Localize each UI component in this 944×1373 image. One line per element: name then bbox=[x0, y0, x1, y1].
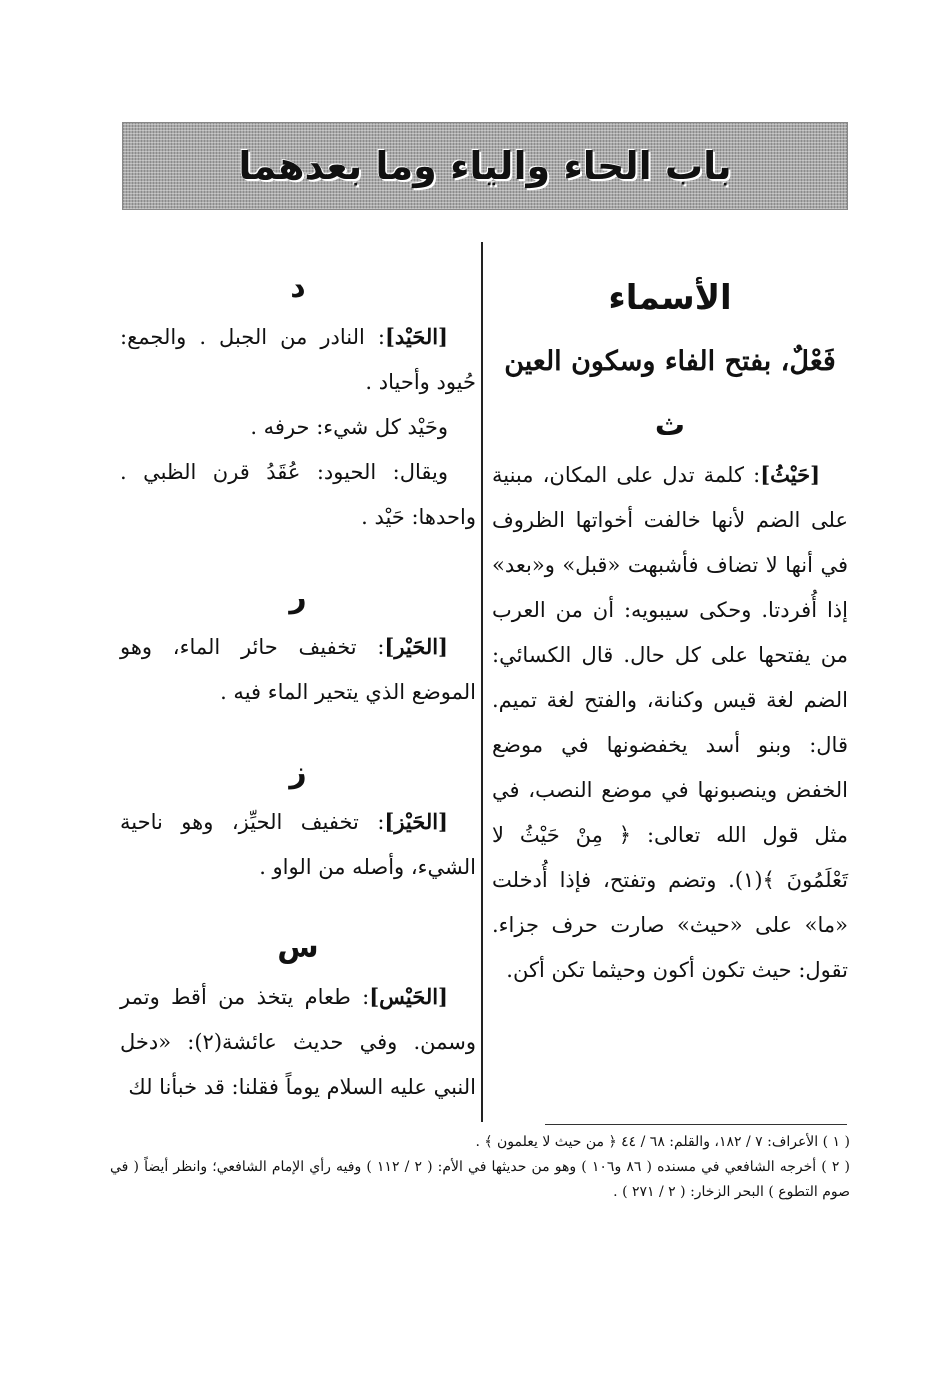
letter-heading: د bbox=[290, 270, 306, 305]
chapter-title: باب الحاء والياء وما بعدهما bbox=[238, 144, 732, 188]
entry-group bbox=[120, 747, 476, 890]
entry-paragraph bbox=[120, 450, 476, 540]
footnote: ( ٢ ) أخرجه الشافعي في مسنده ( ٨٦ و١٠٦ ) وهو من حديثها في الأم: ( ٢ / ١١٢ ) وفيه رأي الإمام الشافعي؛ وانظر أيضاً ( في صوم التطوع ) البحر الزخار: ( ٢ / ٢٧١ ) . bbox=[110, 1159, 850, 1200]
letter-heading: ث bbox=[654, 408, 686, 443]
pattern-title: فَعْلٌ، بفتح الفاء وسكون العين bbox=[504, 346, 836, 377]
entry-group bbox=[120, 922, 476, 1110]
entry-paragraph bbox=[120, 314, 476, 405]
footnote: ( ١ ) الأعراف: ٧ / ١٨٢، والقلم: ٦٨ / ٤٤ ﴿ من حيث لا يعلمون ﴾ . bbox=[475, 1134, 850, 1150]
entry-headword: [الحَيْس] bbox=[369, 984, 448, 1009]
entry-group bbox=[120, 262, 476, 540]
left-column bbox=[120, 262, 476, 1110]
entry-headword: [الحَيْز] bbox=[384, 809, 448, 834]
letter-heading: ز bbox=[289, 755, 307, 790]
entry-text: ويقال: الحيود: عُقَدُ قرن الظبي . واحدها: حَيْد . bbox=[120, 460, 476, 529]
entry-text: : النادر من الجبل . والجمع: حُيود وأحياد . bbox=[120, 325, 476, 394]
entry-text: : تخفيف الحيِّز، وهو ناحية الشيء، وأصله من الواو . bbox=[120, 810, 476, 879]
entry-text: : كلمة تدل على المكان، مبنية على الضم لأنها خالفت أخواتها الظروف في أنها لا تضاف فأشبهت «قبل» و«بعد» إذا أُفردتا. وحكى سيبويه: أن من العرب من يفتحها على كل حال. قال الكسائي: الضم لغة قيس وكنانة، والفتح لغة تميم. قال: وبنو أسد يخفضونها في موضع الخفض وينصبونها في موضع النصب، في مثل قول الله تعالى: ﴿ مِنْ حَيْثُ لا تَعْلَمُونَ ﴾(١). وتضم وتفتح، فإذا أُدخلت «ما» على «حيث» صارت حرف جزاء. تقول: حيث تكون أكون وحيثما تكن أكن. bbox=[492, 463, 849, 982]
entry-text: : طعام يتخذ من أقط وتمر وسمن. وفي حديث عائشة(٢): «دخل النبي عليه السلام يوماً فقلنا: قد خبأنا لك bbox=[120, 985, 476, 1099]
entry-text: : تخفيف حائر الماء، وهو الموضع الذي يتحير الماء فيه . bbox=[120, 635, 476, 704]
entry-paragraph bbox=[120, 799, 476, 890]
entry-group bbox=[120, 572, 476, 715]
letter-heading: س bbox=[277, 930, 319, 965]
column-divider bbox=[481, 242, 483, 1122]
entry-paragraph bbox=[120, 974, 476, 1110]
entry-headword: [الحَيْد] bbox=[384, 324, 448, 349]
footnotes bbox=[110, 1130, 850, 1205]
entry-paragraph bbox=[120, 624, 476, 715]
letter-heading: ر bbox=[289, 580, 307, 615]
entry-headword: [الحَيْر] bbox=[384, 634, 448, 659]
entry-paragraph bbox=[492, 452, 848, 993]
section-title: الأسماء bbox=[608, 278, 732, 318]
right-column bbox=[492, 268, 848, 993]
entry-text: وحَيْد كل شيء: حرفه . bbox=[250, 415, 448, 439]
entry-headword: [حَيْثُ] bbox=[760, 462, 820, 487]
footnote-rule bbox=[545, 1124, 847, 1125]
chapter-banner bbox=[122, 122, 848, 210]
entry-paragraph bbox=[120, 405, 476, 450]
